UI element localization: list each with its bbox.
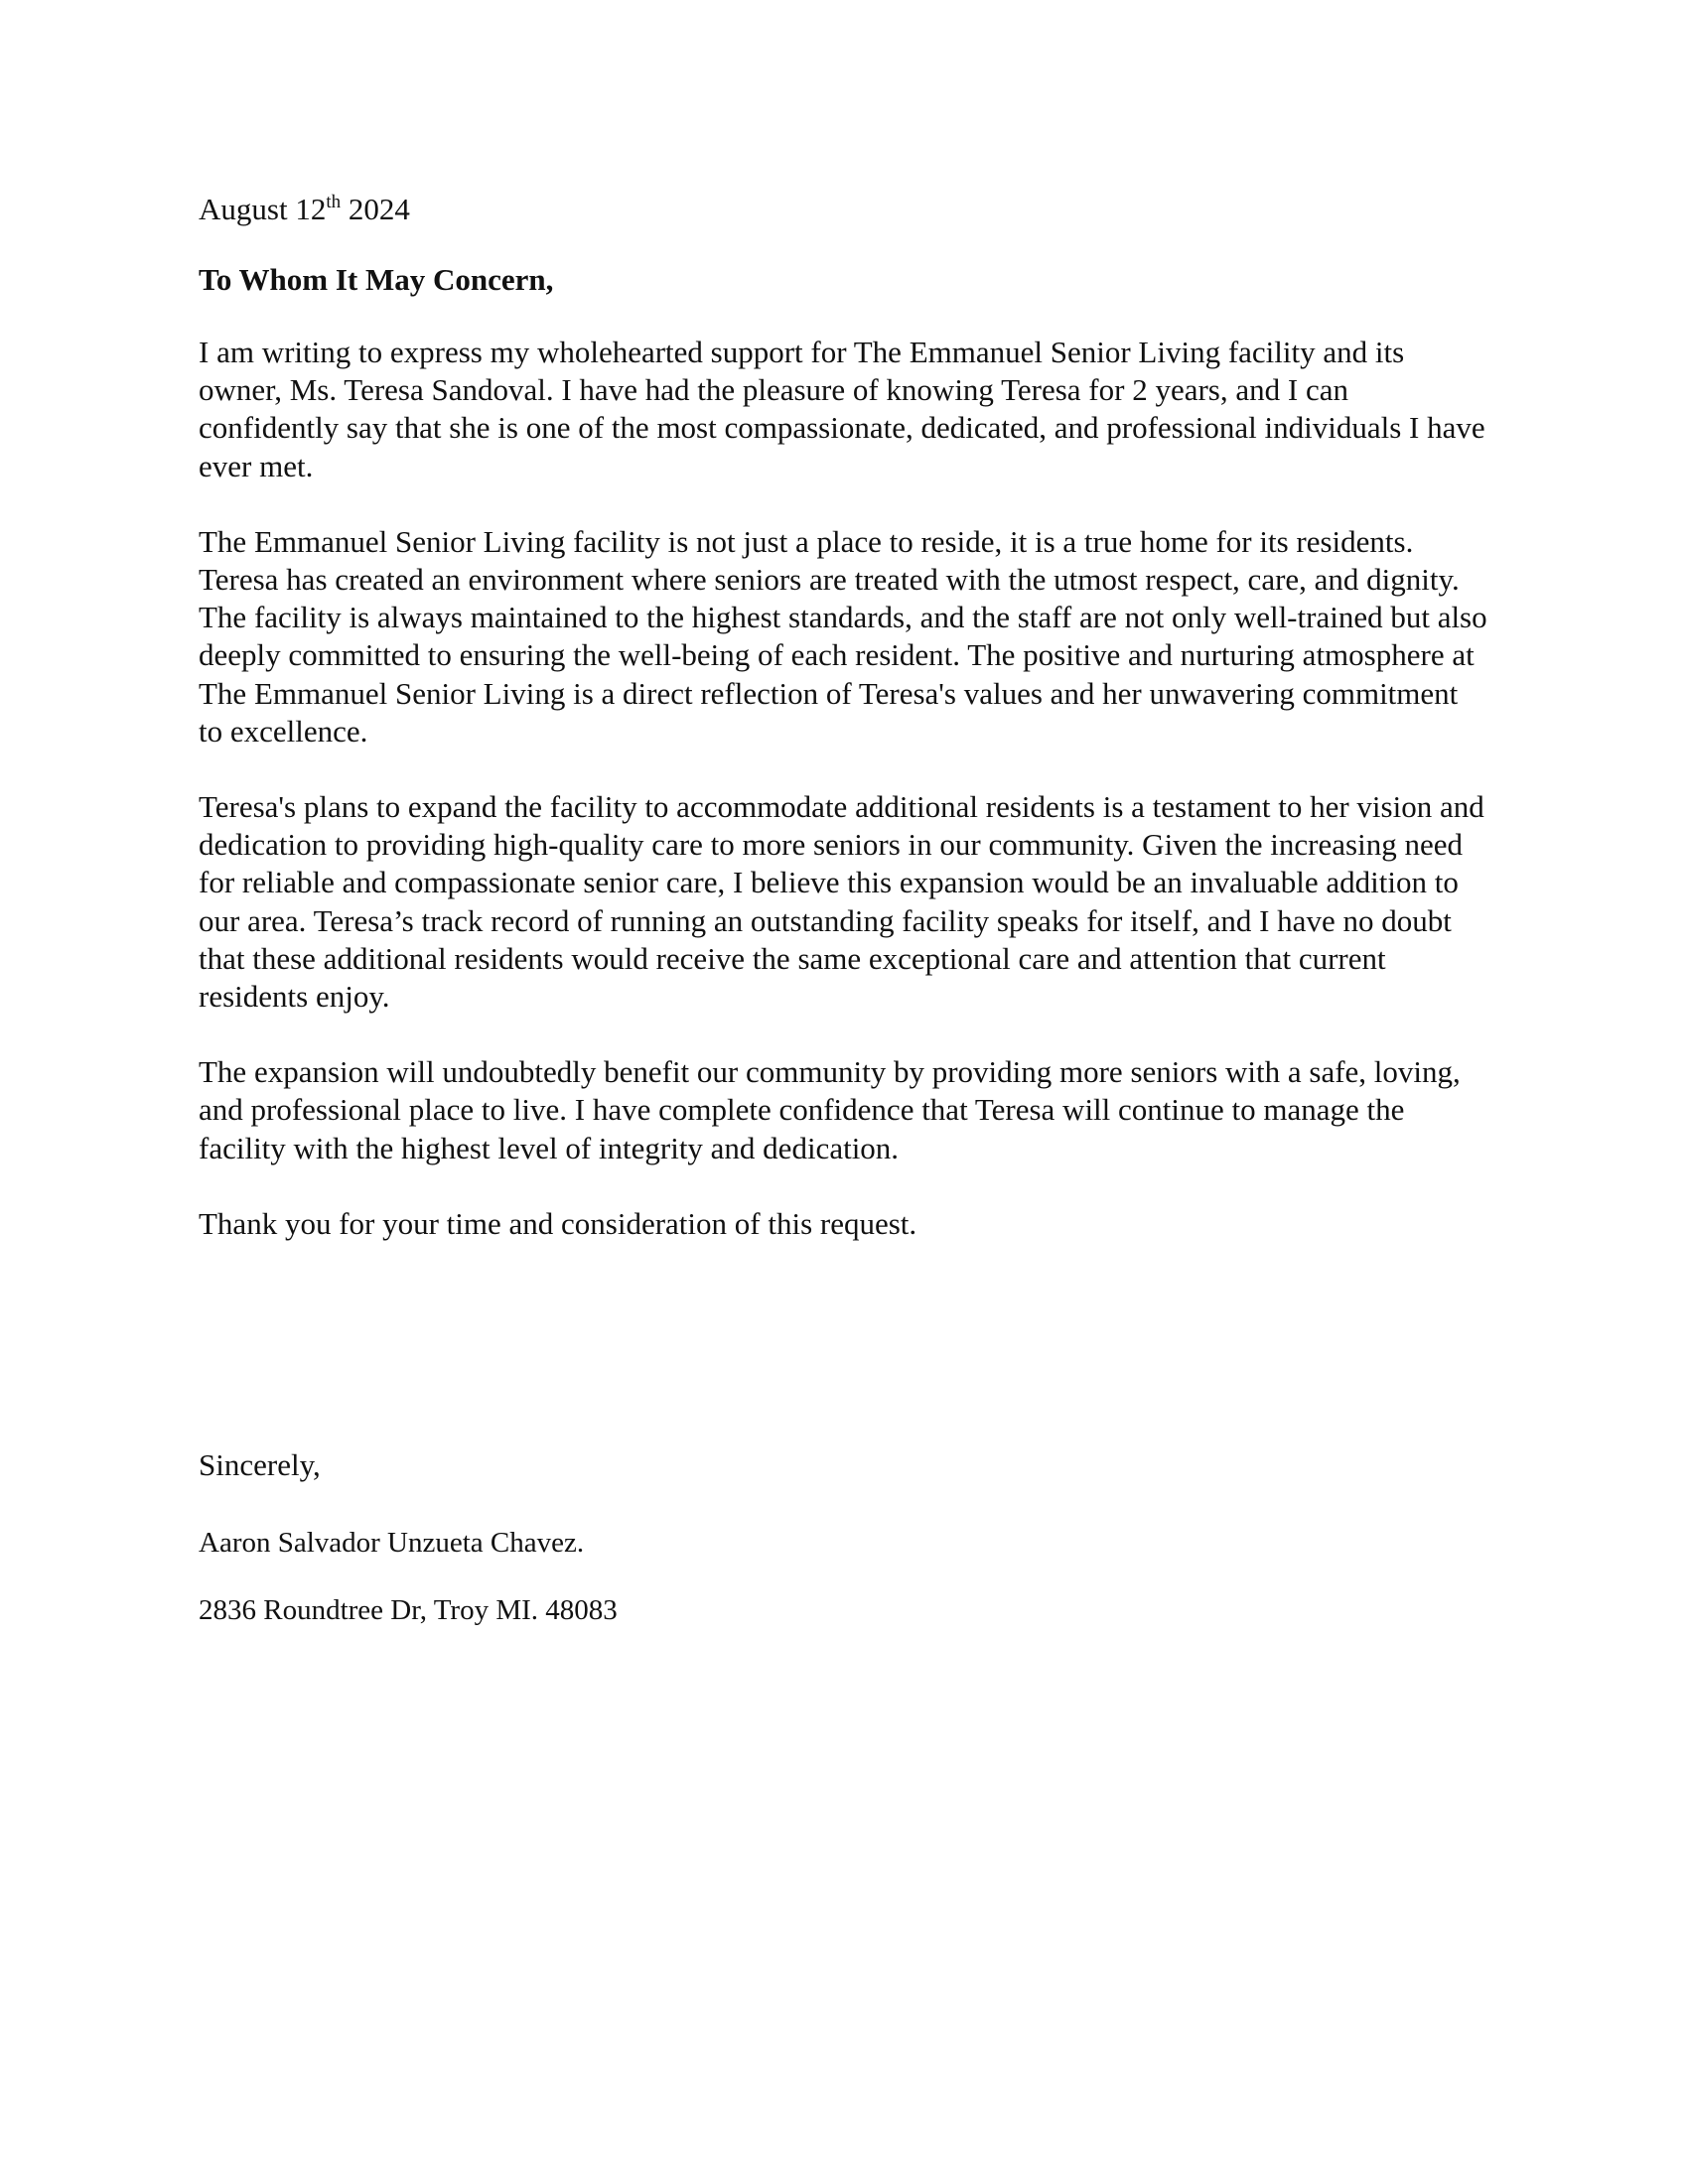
paragraph-thanks: Thank you for your time and consideration of this request. — [199, 1205, 917, 1241]
salutation: To Whom It May Concern, — [199, 262, 554, 297]
date-ordinal-suffix: th — [326, 192, 342, 212]
paragraph-expansion: Teresa's plans to expand the facility to accommodate additional residents is a testament to her vision and dedication to providing high-quality care to more seniors in our community. Given the increasing need for reliable and compassionate senior care, I believe this expansion would be an invaluable addition to our area. Teresa’s track record of running an outstanding facility speaks for itself, and I have no doubt that these additional residents would receive the same exceptional care and attention that current residents enjoy. — [199, 789, 1484, 1015]
paragraph-community: The expansion will undoubtedly benefit our community by providing more seniors with a safe, loving, and professional place to live. I have complete confidence that Teresa will continue to manage the facility with the highest level of integrity and dedication. — [199, 1054, 1461, 1165]
letter-date — [199, 191, 1489, 228]
signer-name: Aaron Salvador Unzueta Chavez. — [199, 1527, 585, 1559]
date-month-day: August 12 — [199, 192, 327, 226]
closing: Sincerely, — [199, 1447, 321, 1482]
paragraph-support: I am writing to express my wholehearted support for The Emmanuel Senior Living facility and its owner, Ms. Teresa Sandoval. I have had the pleasure of knowing Teresa for 2 years, and I can confidently say that she is one of the most compassionate, dedicated, and professional individuals I have ever met. — [199, 335, 1485, 483]
letter-body — [199, 191, 1489, 1626]
paragraph-facility: The Emmanuel Senior Living facility is not just a place to reside, it is a true home for its residents. Teresa has created an environment where seniors are treated with the utmost respect, care, and dignity. The facility is always maintained to the highest standards, and the staff are not only well-trained but also deeply committed to ensuring the well-being of each resident. The positive and nurturing atmosphere at The Emmanuel Senior Living is a direct reflection of Teresa's values and her unwavering commitment to excellence. — [199, 523, 1487, 749]
signer-address: 2836 Roundtree Dr, Troy MI. 48083 — [199, 1594, 618, 1626]
date-year: 2024 — [341, 192, 410, 226]
